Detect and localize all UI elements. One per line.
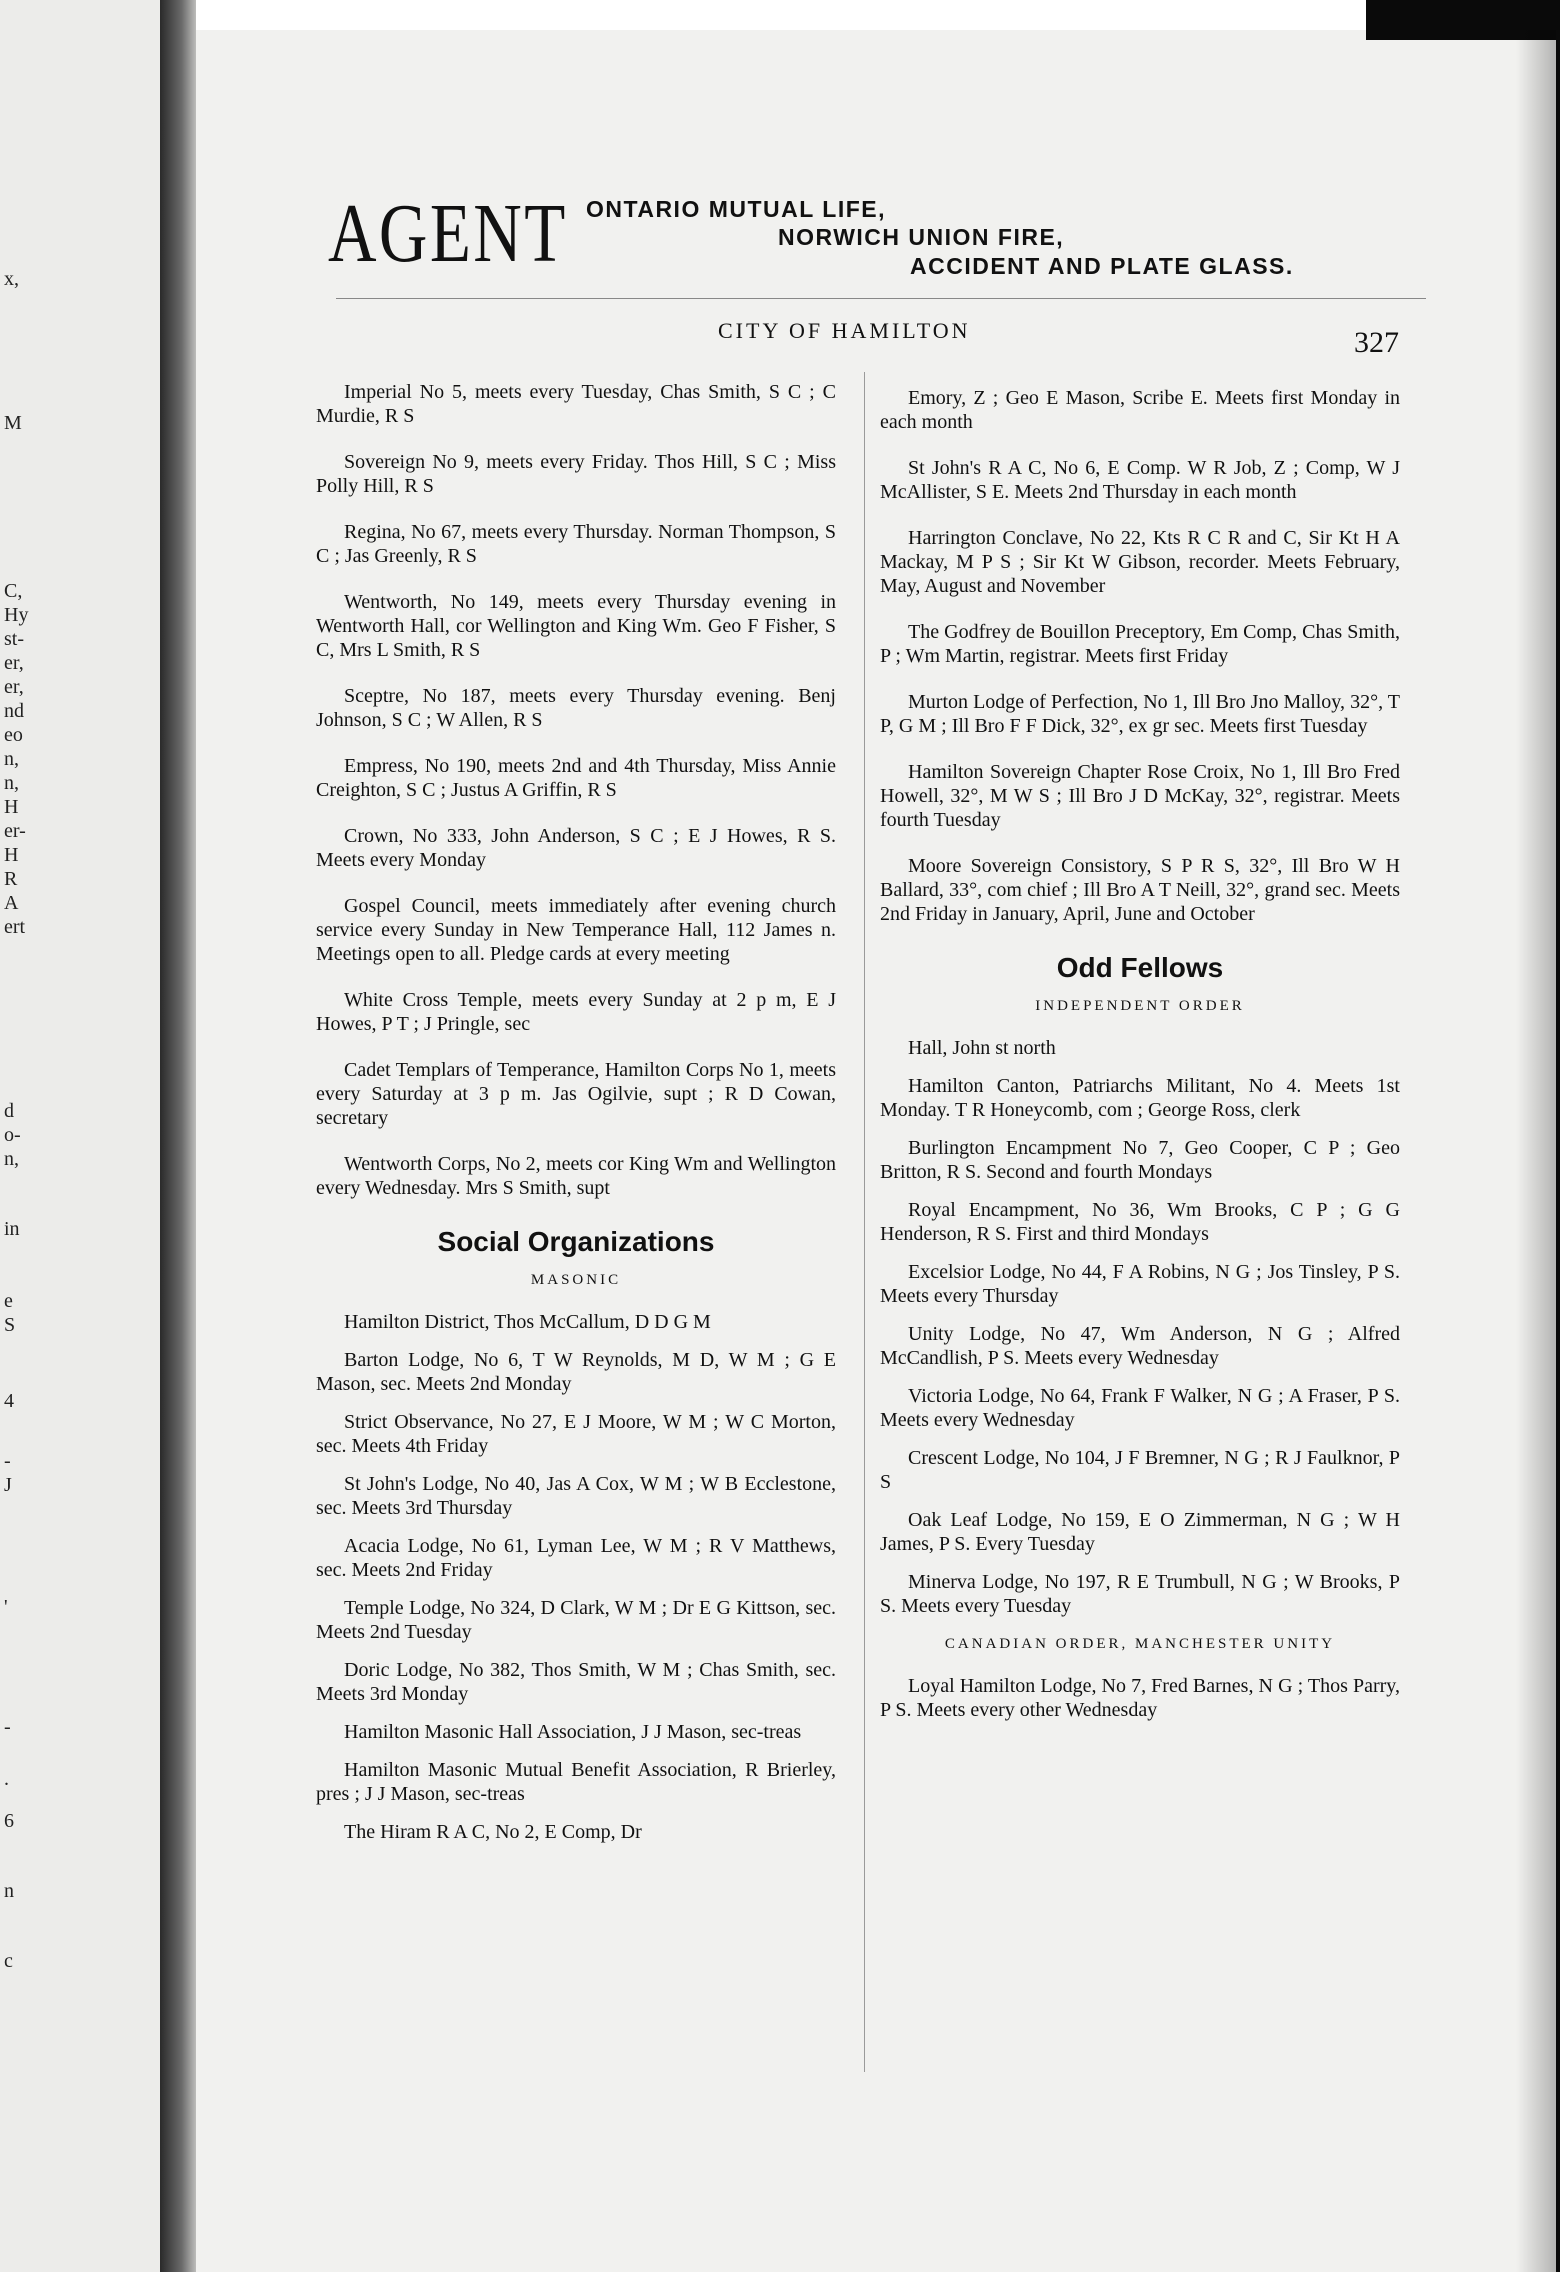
page [196,0,1556,2272]
facing-page-fragment: R [4,868,18,890]
right-column [880,386,1400,1736]
facing-page-fragment: er, [4,652,24,674]
directory-entry: Imperial No 5, meets every Tuesday, Chas Smith, S C ; C Murdie, R S [316,381,836,427]
directory-entry: Victoria Lodge, No 64, Frank F Walker, N G ; A Fraser, P S. Meets every Wednesday [880,1385,1400,1431]
subheading-masonic: MASONIC [530,1272,622,1288]
facing-page-fragment: J [4,1474,12,1496]
directory-entry: Gospel Council, meets immediately after evening church service every Sunday in New Temperance Hall, 112 James n. Meetings open to all. Pledge cards at every meeting [316,895,836,965]
directory-entry: Minerva Lodge, No 197, R E Trumbull, N G ; W Brooks, P S. Meets every Tuesday [880,1571,1400,1617]
running-head: CITY OF HAMILTON [718,318,971,343]
facing-page-fragment: ' [4,1596,8,1618]
left-column [316,380,836,1858]
directory-entry: The Hiram R A C, No 2, E Comp, Dr [344,1821,642,1843]
facing-page-fragment: in [4,1218,20,1240]
facing-page-fragment: d [4,1100,14,1122]
directory-entry: Cadet Templars of Temperance, Hamilton Corps No 1, meets every Saturday at 3 p m. Jas Ogilvie, supt ; R D Cowan, secretary [316,1059,836,1129]
directory-entry: Hamilton Masonic Mutual Benefit Association, R Brierley, pres ; J J Mason, sec-treas [316,1759,836,1805]
directory-entry: Moore Sovereign Consistory, S P R S, 32°, Ill Bro W H Ballard, 33°, com chief ; Ill Bro A T Neill, 32°, grand sec. Meets 2nd Friday in January, April, June and October [880,855,1400,925]
directory-entry: Barton Lodge, No 6, T W Reynolds, M D, W M ; G E Mason, sec. Meets 2nd Monday [316,1349,836,1395]
facing-page-fragment: n [4,1880,14,1902]
facing-page-fragment: e [4,1290,13,1312]
directory-entry: The Godfrey de Bouillon Preceptory, Em Comp, Chas Smith, P ; Wm Martin, registrar. Meets first Friday [880,621,1400,667]
directory-entry: Hall, John st north [908,1037,1056,1059]
subheading-canadian-order: CANADIAN ORDER, MANCHESTER UNITY [944,1636,1336,1652]
page-top-edge [196,0,1366,30]
directory-entry: Loyal Hamilton Lodge, No 7, Fred Barnes, N G ; Thos Parry, P S. Meets every other Wednesday [880,1675,1400,1721]
directory-entry: Doric Lodge, No 382, Thos Smith, W M ; Chas Smith, sec. Meets 3rd Monday [316,1659,836,1705]
facing-page-fragment: M [4,412,22,434]
directory-entry: Emory, Z ; Geo E Mason, Scribe E. Meets first Monday in each month [880,387,1400,433]
agent-title: AGENT [328,187,568,280]
directory-entry: Sceptre, No 187, meets every Thursday evening. Benj Johnson, S C ; W Allen, R S [316,685,836,731]
insurance-line-1: ONTARIO MUTUAL LIFE, [586,196,887,222]
facing-page-fragment: Hy [4,604,29,626]
directory-entry: Wentworth, No 149, meets every Thursday evening in Wentworth Hall, cor Wellington and King Wm. Geo F Fisher, S C, Mrs L Smith, R S [316,591,836,661]
directory-entry: Royal Encampment, No 36, Wm Brooks, C P ; G G Henderson, R S. First and third Mondays [880,1199,1400,1245]
facing-page-fragment: 4 [4,1390,14,1412]
column-divider [864,372,865,2072]
facing-page-fragment: n, [4,1148,19,1170]
facing-page-fragment: A [4,892,19,914]
facing-page-fragment: C, [4,580,23,602]
facing-page-fragment: c [4,1950,13,1972]
facing-page-fragment: S [4,1314,16,1336]
facing-page-fragment: 6 [4,1810,14,1832]
directory-entry: Oak Leaf Lodge, No 159, E O Zimmerman, N G ; W H James, P S. Every Tuesday [880,1509,1400,1555]
section-heading-social: Social Organizations [437,1226,715,1257]
directory-entry: Burlington Encampment No 7, Geo Cooper, C P ; Geo Britton, R S. Second and fourth Mondays [880,1137,1400,1183]
directory-entry: St John's R A C, No 6, E Comp. W R Job, Z ; Comp, W J McAllister, S E. Meets 2nd Thursday in each month [880,457,1400,503]
directory-entry: Hamilton Masonic Hall Association, J J Mason, sec-treas [344,1721,802,1743]
directory-entry: Sovereign No 9, meets every Friday. Thos Hill, S C ; Miss Polly Hill, R S [316,451,836,497]
facing-page-fragment: H [4,844,19,866]
directory-entry: Regina, No 67, meets every Thursday. Norman Thompson, S C ; Jas Greenly, R S [316,521,836,567]
facing-page-fragment: - [4,1716,11,1738]
directory-entry: Wentworth Corps, No 2, meets cor King Wm and Wellington every Wednesday. Mrs S Smith, supt [316,1153,836,1199]
insurance-line-3: ACCIDENT AND PLATE GLASS. [910,253,1294,279]
directory-entry: Excelsior Lodge, No 44, F A Robins, N G ; Jos Tinsley, P S. Meets every Thursday [880,1261,1400,1307]
advertisement-header [328,180,1428,290]
directory-entry: Acacia Lodge, No 61, Lyman Lee, W M ; R V Matthews, sec. Meets 2nd Friday [316,1535,836,1581]
section-heading-odd-fellows: Odd Fellows [1056,952,1224,983]
facing-page-fragment: x, [4,268,19,290]
page-edge-shadow [1516,30,1556,2272]
facing-page-fragment: n, [4,772,19,794]
directory-entry: St John's Lodge, No 40, Jas A Cox, W M ; W B Ecclestone, sec. Meets 3rd Thursday [316,1473,836,1519]
facing-page-fragment: ert [4,916,26,938]
facing-page-fragment: H [4,796,19,818]
facing-page-fragment: o- [4,1124,21,1146]
directory-entry: Hamilton District, Thos McCallum, D D G M [344,1311,711,1333]
header-rule [336,298,1426,299]
directory-entry: Harrington Conclave, No 22, Kts R C R and C, Sir Kt H A Mackay, M P S ; Sir Kt W Gibson, recorder. Meets February, May, August and November [880,527,1400,597]
facing-page-fragment: - [4,1450,11,1472]
directory-entry: Crown, No 333, John Anderson, S C ; E J Howes, R S. Meets every Monday [316,825,836,871]
directory-entry: Crescent Lodge, No 104, J F Bremner, N G ; R J Faulknor, P S [880,1447,1400,1493]
facing-page-fragment: st- [4,628,24,650]
directory-entry: Temple Lodge, No 324, D Clark, W M ; Dr E G Kittson, sec. Meets 2nd Tuesday [316,1597,836,1643]
subheading-independent-order: INDEPENDENT ORDER [1035,998,1245,1014]
directory-entry: Hamilton Canton, Patriarchs Militant, No 4. Meets 1st Monday. T R Honeycomb, com ; George Ross, clerk [880,1075,1400,1121]
facing-page-fragment: n, [4,748,19,770]
directory-entry: White Cross Temple, meets every Sunday at 2 p m, E J Howes, P T ; J Pringle, sec [316,989,836,1035]
facing-page-edge [0,0,160,2272]
directory-entry: Unity Lodge, No 47, Wm Anderson, N G ; Alfred McCandlish, P S. Meets every Wednesday [880,1323,1400,1369]
facing-page-fragment: er, [4,676,24,698]
facing-page-fragment: nd [4,700,24,722]
book-spine [160,0,196,2272]
directory-entry: Hamilton Sovereign Chapter Rose Croix, No 1, Ill Bro Fred Howell, 32°, M W S ; Ill Bro J D McKay, 32°, registrar. Meets fourth Tuesday [880,761,1400,831]
page-number: 327 [1354,326,1399,359]
directory-entry: Murton Lodge of Perfection, No 1, Ill Bro Jno Malloy, 32°, T P, G M ; Ill Bro F F Dick, 32°, ex gr sec. Meets first Tuesday [880,691,1400,737]
directory-entry: Strict Observance, No 27, E J Moore, W M ; W C Morton, sec. Meets 4th Friday [316,1411,836,1457]
facing-page-fragment: eo [4,724,23,746]
directory-entry: Empress, No 190, meets 2nd and 4th Thursday, Miss Annie Creighton, S C ; Justus A Griffin, R S [316,755,836,801]
facing-page-fragment: . [4,1768,9,1790]
facing-page-fragment: er- [4,820,26,842]
insurance-line-2: NORWICH UNION FIRE, [778,224,1065,250]
